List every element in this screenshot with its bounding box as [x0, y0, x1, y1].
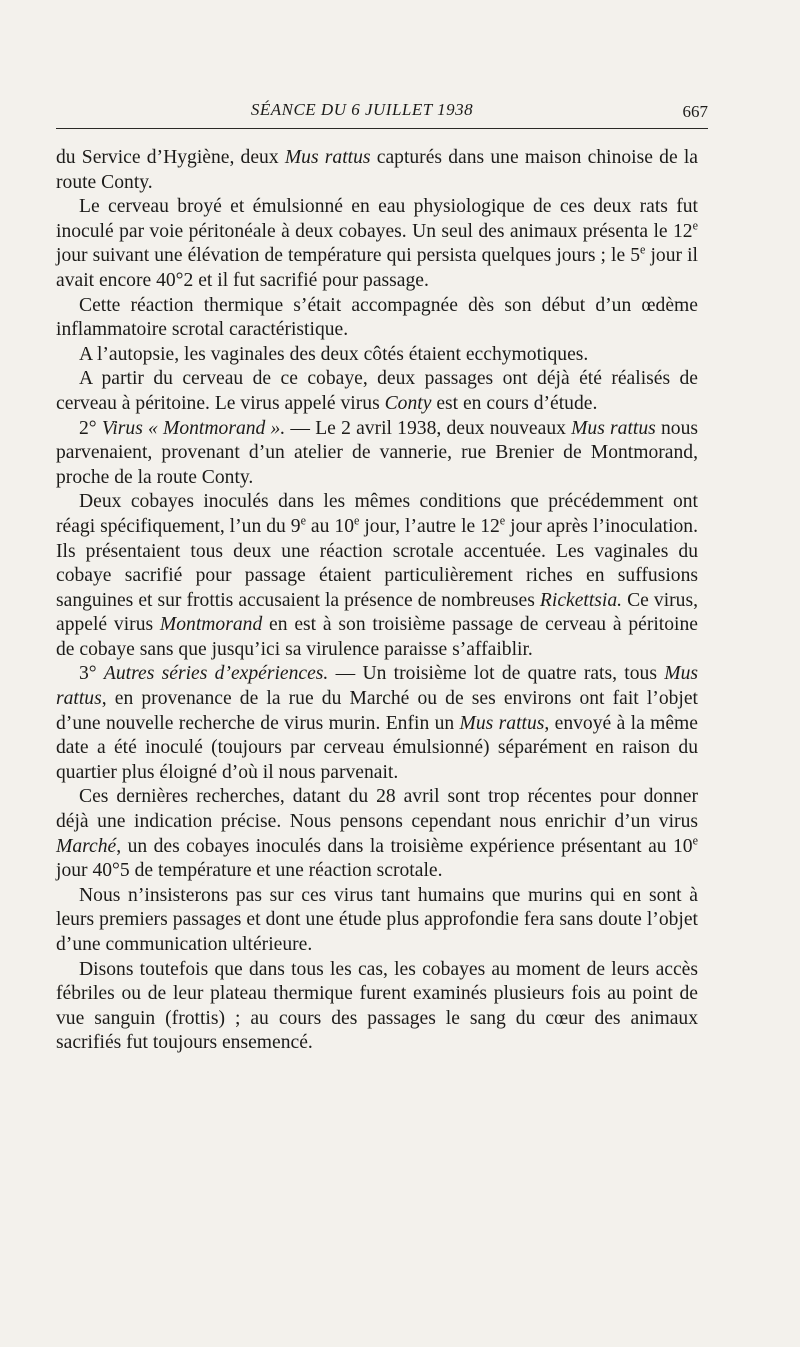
- text-run: A partir du cerveau de ce cobaye, deux passages ont déjà été réalisés de cerveau à péritoine. Le virus appelé virus: [56, 368, 698, 414]
- italic-text: Autres séries d’expériences.: [103, 663, 329, 685]
- text-run: 3°: [79, 663, 104, 685]
- paragraph: [56, 662, 698, 785]
- paragraph: [56, 294, 698, 343]
- text-run: Disons toutefois que dans tous les cas, les cobayes au moment de leurs accès fébriles ou de leur plateau thermique furent examinés plusieurs fois au point de vue sanguin (frottis) ; au cours des passages le sang du cœur des animaux sacrifiés fut toujours ensemencé.: [56, 958, 698, 1054]
- superscript: e: [499, 513, 506, 528]
- text-run: Cette réaction thermique s’était accompagnée dès son début d’un œdème inflammatoire scrotal caractéristique.: [56, 294, 698, 341]
- paragraph: [56, 958, 698, 1056]
- text-run: A l’autopsie, les vaginales des deux côtés étaient ecchymotiques.: [79, 343, 589, 365]
- text-run: jour après l’inoculation. Ils présentaient tous deux une réaction scrotale accentuée. Les vaginales du cobaye sacrifié pour passage étaient particulièrement riches en suffusions sanguines et sur frottis accusaient la présence de nombreuses: [56, 515, 699, 611]
- text-run: Ces dernières recherches, datant du 28 avril sont trop récentes pour donner déjà une indication précise. Nous pensons cependant nous enrichir d’un virus: [56, 786, 698, 833]
- paragraph: [56, 417, 698, 491]
- italic-text: Mus rattus: [284, 147, 371, 168]
- text-run: jour 40°5 de température et une réaction scrotale.: [56, 860, 443, 882]
- text-run: Deux cobayes inoculés dans les mêmes conditions que précédemment ont réagi spécifiquement, l’un du 9: [56, 491, 698, 537]
- body-text: [56, 146, 698, 1056]
- italic-text: Marché: [56, 835, 117, 857]
- superscript: e: [640, 243, 646, 258]
- header-rule: [56, 128, 708, 129]
- text-run: capturés dans une maison chinoise de la route Conty.: [56, 147, 698, 193]
- italic-text: Mus rattus: [459, 712, 545, 734]
- text-run: du Service d’Hygiène, deux: [56, 147, 285, 168]
- italic-text: Rickettsia.: [539, 589, 623, 611]
- superscript: e: [692, 218, 698, 233]
- text-run: jour, l’autre le 12: [359, 515, 500, 537]
- paragraph: [56, 195, 698, 293]
- text-run: jour il avait encore 40°2 et il fut sacrifié pour passage.: [56, 245, 698, 291]
- page-number: 667: [682, 102, 708, 121]
- text-run: jour suivant une élévation de température qui persista quelques jours ; le 5: [56, 245, 641, 267]
- paragraph: [56, 785, 698, 883]
- italic-text: Conty: [384, 392, 432, 414]
- running-title: SÉANCE DU 6 JUILLET 1938: [250, 100, 474, 119]
- text-run: , envoyé à la même date a été inoculé (toujours par cerveau émulsionné) séparément en raison du quartier plus éloigné d’où il nous parvenait.: [56, 712, 698, 783]
- paragraph: [56, 884, 698, 958]
- italic-text: Virus « Montmorand ».: [101, 417, 286, 439]
- text-run: , en provenance de la rue du Marché ou de ses environs ont fait l’objet d’une nouvelle recherche de virus murin. Enfin un: [56, 688, 698, 734]
- paragraph: [56, 367, 698, 416]
- text-run: en est à son troisième passage de cerveau à péritoine de cobaye sans que jusqu’ici sa virulence paraisse s’affaiblir.: [56, 614, 698, 660]
- text-run: 2°: [79, 417, 102, 439]
- text-run: Nous n’insisterons pas sur ces virus tant humains que murins qui en sont à leurs premiers passages et dont une étude plus approfondie fera sans doute l’objet d’une communication ultérieure.: [56, 884, 698, 955]
- text-run: nous parvenaient, provenant d’un atelier de vannerie, rue Brenier de Montmorand, proche de la route Conty.: [56, 417, 698, 488]
- superscript: e: [354, 513, 360, 528]
- superscript: e: [300, 513, 306, 528]
- italic-text: Mus rattus: [571, 417, 656, 439]
- paragraph: [56, 146, 698, 195]
- italic-text: Montmorand: [159, 614, 263, 636]
- text-run: Le cerveau broyé et émulsionné en eau physiologique de ces deux rats fut inoculé par voie péritonéale à deux cobayes. Un seul des animaux présenta le 12: [56, 196, 698, 242]
- paragraph: [56, 490, 698, 662]
- page-header: [56, 100, 708, 124]
- text-run: , un des cobayes inoculés dans la troisième expérience présentant au 10: [116, 835, 693, 857]
- superscript: e: [692, 833, 698, 848]
- text-run: Ce virus, appelé virus: [56, 589, 698, 636]
- text-run: — Le 2 avril 1938, deux nouveaux: [285, 417, 572, 439]
- text-run: est en cours d’étude.: [431, 392, 598, 414]
- text-run: au 10: [305, 515, 354, 537]
- italic-text: Mus rattus: [56, 663, 698, 710]
- text-run: — Un troisième lot de quatre rats, tous: [328, 663, 665, 685]
- paragraph: [56, 343, 698, 368]
